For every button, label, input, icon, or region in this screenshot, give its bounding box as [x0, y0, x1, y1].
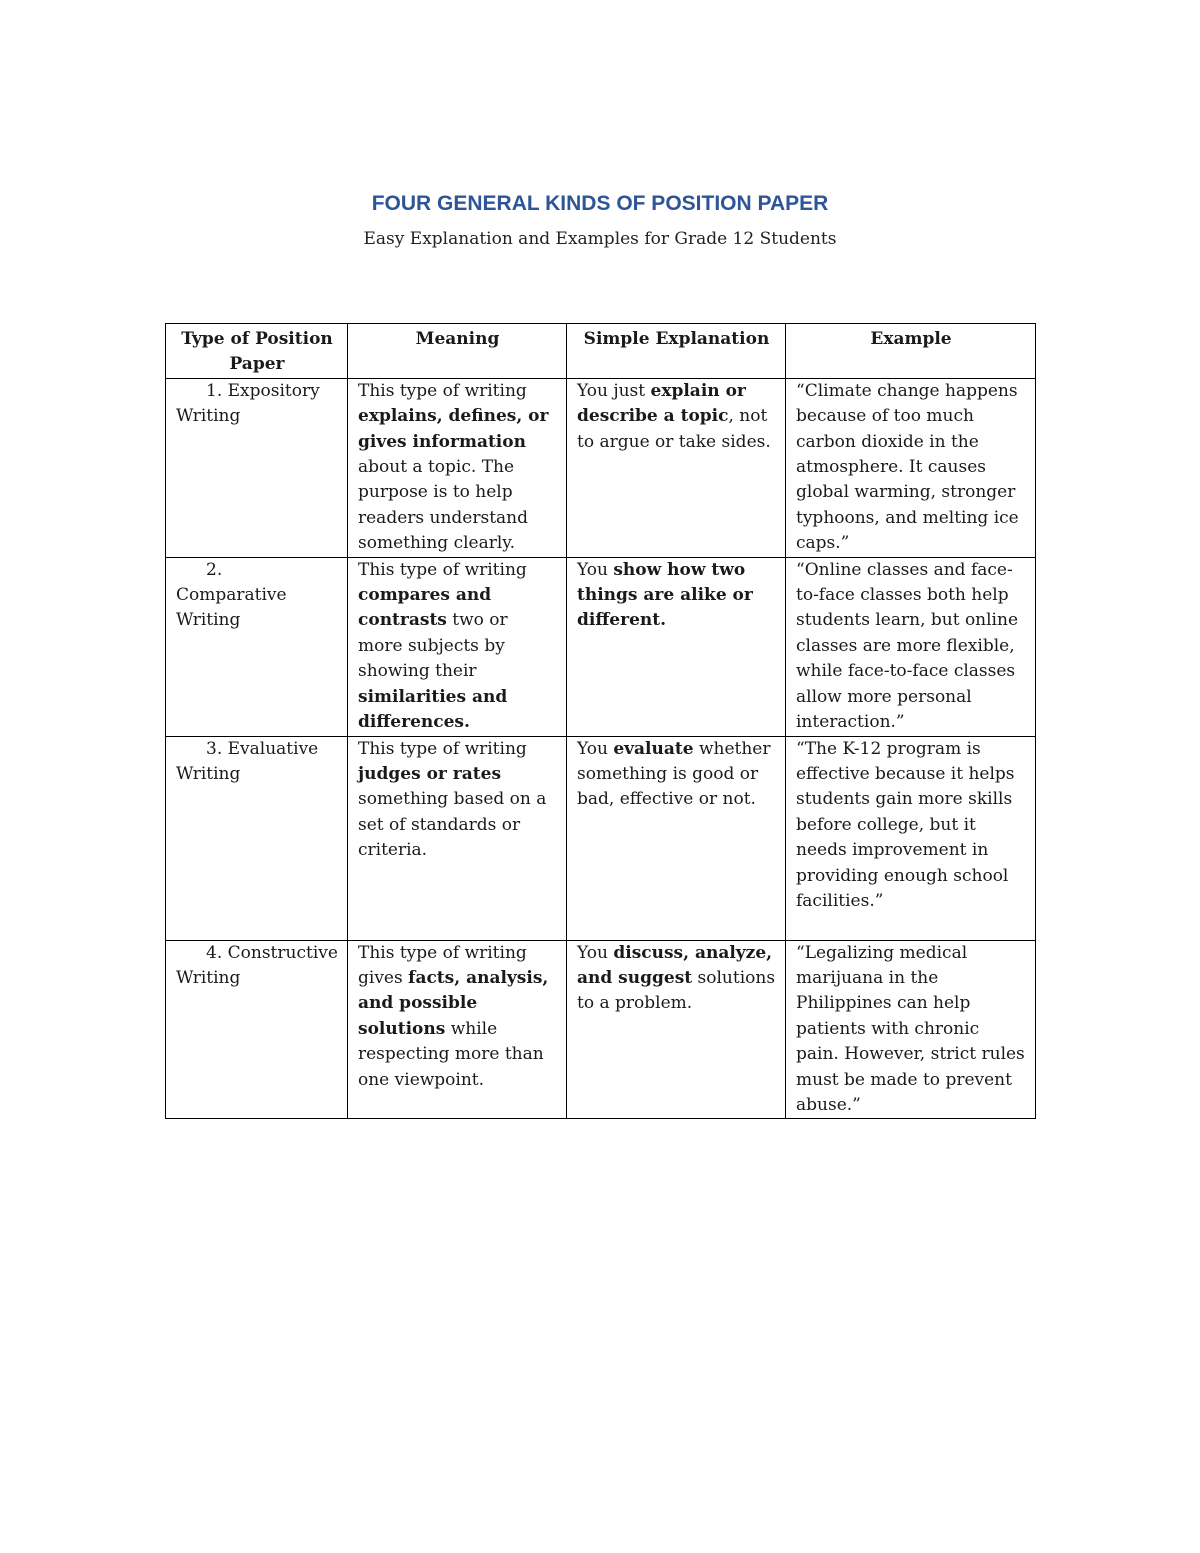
type-cell: [166, 378, 348, 557]
type-cell: [166, 940, 348, 1119]
meaning-text: This type of writing: [358, 380, 527, 401]
meaning-text: while respecting more than one viewpoint.: [358, 1018, 544, 1090]
meaning-bold: explains, defines, or gives information: [358, 406, 549, 452]
example-cell: “Online classes and face-to-face classes both help students learn, but online classes are more flexible, while face-to-face classes allow more personal interaction.”: [786, 557, 1036, 736]
header-example: Example: [786, 324, 1036, 379]
document-title: FOUR GENERAL KINDS OF POSITION PAPER: [371, 192, 829, 215]
simple-bold: evaluate: [613, 738, 694, 759]
table-row: [166, 557, 1036, 736]
simple-cell: [567, 940, 786, 1119]
meaning-text: This type of writing: [358, 738, 527, 759]
table-row: [166, 378, 1036, 557]
type-label: Comparative Writing: [176, 585, 287, 631]
meaning-bold: judges or rates: [358, 763, 502, 784]
row-number: 2.: [206, 559, 223, 580]
simple-text: You: [577, 559, 614, 580]
header-simple-explanation: Simple Explanation: [567, 324, 786, 379]
simple-bold: explain or describe a topic: [577, 380, 746, 427]
meaning-text: something based on a set of standards or criteria.: [358, 789, 547, 861]
simple-bold: show how two things are alike or different.: [577, 559, 753, 631]
type-label: Evaluative Writing: [176, 738, 319, 784]
meaning-bold: facts, analysis, and possible solutions: [358, 967, 549, 1039]
meaning-text: about a topic. The purpose is to help readers understand something clearly.: [358, 457, 529, 554]
meaning-text: This type of writing gives: [358, 942, 527, 988]
type-cell: [166, 736, 348, 940]
position-paper-table: [165, 323, 1036, 1119]
simple-text: You: [577, 942, 614, 963]
row-number: 4.: [206, 942, 223, 963]
table-row: [166, 940, 1036, 1119]
simple-cell: [567, 378, 786, 557]
simple-bold: discuss, analyze, and suggest: [577, 942, 773, 988]
meaning-bold: similarities and differences.: [358, 686, 508, 733]
simple-text: You: [577, 738, 614, 759]
simple-text: solutions to a problem.: [577, 967, 776, 1014]
example-cell: “The K-12 program is effective because it helps students gain more skills before college, but it needs improvement in providing enough school facilities.”: [786, 736, 1036, 940]
meaning-text: two or more subjects by showing their: [358, 610, 508, 682]
meaning-text: This type of writing: [358, 559, 527, 580]
document-subtitle: Easy Explanation and Examples for Grade 12 Students: [363, 229, 837, 249]
meaning-cell: [348, 378, 567, 557]
simple-text: whether something is good or bad, effective or not.: [577, 738, 771, 810]
table-row: [166, 736, 1036, 940]
type-label: Constructive Writing: [176, 942, 338, 988]
table-header-row: [166, 324, 1036, 379]
meaning-cell: [348, 940, 567, 1119]
meaning-cell: [348, 557, 567, 736]
type-cell: [166, 557, 348, 736]
header-type: Type of Position Paper: [166, 324, 348, 379]
row-number: 1.: [206, 380, 223, 401]
meaning-bold: compares and contrasts: [358, 585, 492, 631]
example-cell: “Climate change happens because of too much carbon dioxide in the atmosphere. It causes global warming, stronger typhoons, and melting ice caps.”: [786, 378, 1036, 557]
meaning-cell: [348, 736, 567, 940]
example-cell: “Legalizing medical marijuana in the Philippines can help patients with chronic pain. However, strict rules must be made to prevent abuse.”: [786, 940, 1036, 1119]
simple-text: , not to argue or take sides.: [577, 406, 771, 452]
type-label: Expository Writing: [176, 380, 320, 427]
simple-cell: [567, 557, 786, 736]
header-meaning: Meaning: [348, 324, 567, 379]
row-number: 3.: [206, 738, 223, 759]
simple-text: You just: [577, 380, 651, 401]
simple-cell: [567, 736, 786, 940]
